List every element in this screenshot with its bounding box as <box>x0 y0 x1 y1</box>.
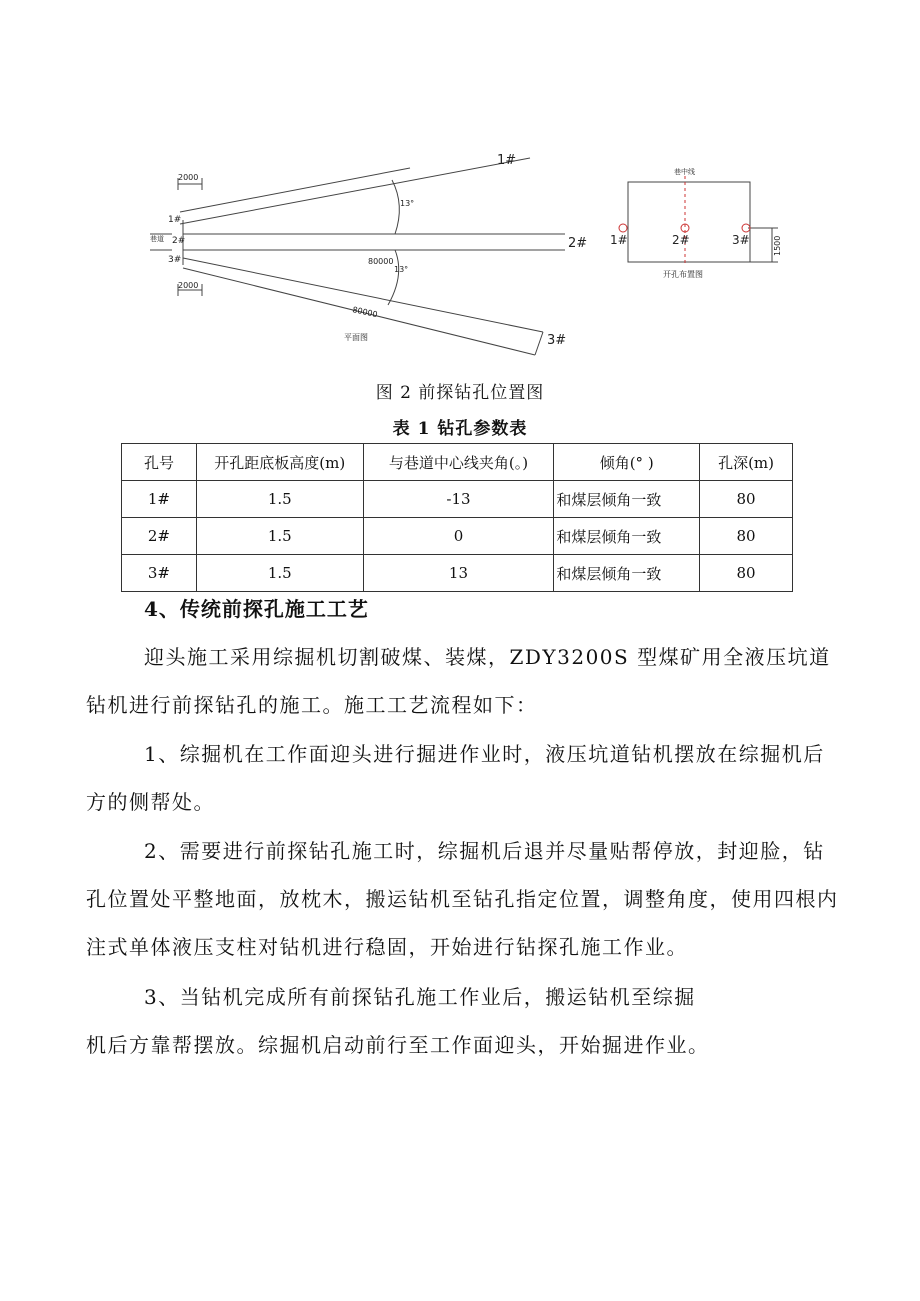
hole-1-circle <box>619 224 627 232</box>
label-end-3: 3# <box>547 333 567 348</box>
table-header-row <box>122 444 793 481</box>
cell-height: 1.5 <box>196 555 363 592</box>
label-layout-title: 开孔布置图 <box>663 270 703 279</box>
paragraph-step-2 <box>86 827 846 971</box>
header-dip-angle: 倾角(° ) <box>554 444 700 481</box>
header-hole-no: 孔号 <box>122 444 197 481</box>
header-height: 开孔距底板高度(m) <box>196 444 363 481</box>
drill-hole-position-figure <box>140 150 790 375</box>
section-heading: 4、传统前探孔施工工艺 <box>144 597 369 621</box>
paragraph-step-3-line-1: 3、当钻机完成所有前探钻孔施工作业后，搬运钻机至综掘 <box>144 985 696 1009</box>
cell-height: 1.5 <box>196 481 363 518</box>
label-plan-view: 平面图 <box>344 333 368 342</box>
cell-hole-no: 1# <box>122 481 197 518</box>
cell-depth: 80 <box>700 518 793 555</box>
cell-hole-no: 2# <box>122 518 197 555</box>
label-left-2: 2# <box>172 236 186 246</box>
cell-dip: 和煤层倾角一致 <box>554 481 700 518</box>
label-angle-top: 13° <box>400 199 415 208</box>
table-row <box>122 555 793 592</box>
cell-height: 1.5 <box>196 518 363 555</box>
figure-caption: 图 2 前探钻孔位置图 <box>375 383 545 403</box>
label-left-3: 3# <box>168 255 182 265</box>
cell-dip: 和煤层倾角一致 <box>554 555 700 592</box>
paragraph-step-3-line-2: 机后方靠帮摆放。综掘机启动前行至工作面迎头，开始掘进作业。 <box>86 1033 710 1057</box>
label-top-hole: 1# <box>497 153 517 168</box>
label-layout-height: 1500 <box>773 235 782 256</box>
table-row <box>122 481 793 518</box>
hole-1-upper-line <box>180 168 410 212</box>
label-layout-hole-2: 2# <box>672 233 690 247</box>
paragraph-intro <box>86 633 846 729</box>
cell-angle: 13 <box>363 555 554 592</box>
label-layout-hole-1: 1# <box>610 233 628 247</box>
label-left-1: 1# <box>168 215 182 225</box>
label-center-line: 巷中线 <box>674 168 695 176</box>
cell-angle: -13 <box>363 481 554 518</box>
cell-depth: 80 <box>700 481 793 518</box>
header-angle-centerline: 与巷道中心线夹角(。) <box>363 444 554 481</box>
cell-dip: 和煤层倾角一致 <box>554 518 700 555</box>
paragraph-step-2-text: 2、需要进行前探钻孔施工时，综掘机后退并尽量贴帮停放，封迎脸，钻孔位置处平整地面，放枕木，搬运钻机至钻孔指定位置，调整角度，使用四根内注式单体液压支柱对钻机进行稳固，开始进行钻探孔施工作业。 <box>86 839 839 959</box>
cell-depth: 80 <box>700 555 793 592</box>
label-right-2: 2# <box>568 236 588 251</box>
hole-1-lower-line <box>180 158 530 224</box>
layout-box <box>628 182 750 262</box>
hole-3-upper-line <box>183 258 543 332</box>
label-dim-bottom: 2000 <box>178 281 199 290</box>
paragraph-intro-text: 迎头施工采用综掘机切割破煤、装煤，ZDY3200S 型煤矿用全液压坑道钻机进行前探钻孔的施工。施工工艺流程如下： <box>86 645 831 717</box>
label-layout-hole-3: 3# <box>732 233 750 247</box>
paragraph-step-1-text: 1、综掘机在工作面迎头进行掘进作业时，液压坑道钻机摆放在综掘机后方的侧帮处。 <box>86 742 825 814</box>
angle-arc-top <box>392 180 399 234</box>
paragraph-step-3 <box>86 973 846 1069</box>
cell-hole-no: 3# <box>122 555 197 592</box>
table-row <box>122 518 793 555</box>
label-angle-bottom: 13° <box>394 265 409 274</box>
cell-angle: 0 <box>363 518 554 555</box>
figure-svg <box>140 150 790 375</box>
paragraph-step-1 <box>86 730 846 826</box>
label-len-bottom: 80000 <box>351 305 379 320</box>
label-len-mid: 80000 <box>368 257 394 266</box>
header-depth: 孔深(m) <box>700 444 793 481</box>
label-dim-top: 2000 <box>178 173 199 182</box>
label-roadway: 巷道 <box>150 235 164 243</box>
table-caption: 表 1 钻孔参数表 <box>392 419 528 439</box>
drill-parameters-table <box>121 443 793 592</box>
